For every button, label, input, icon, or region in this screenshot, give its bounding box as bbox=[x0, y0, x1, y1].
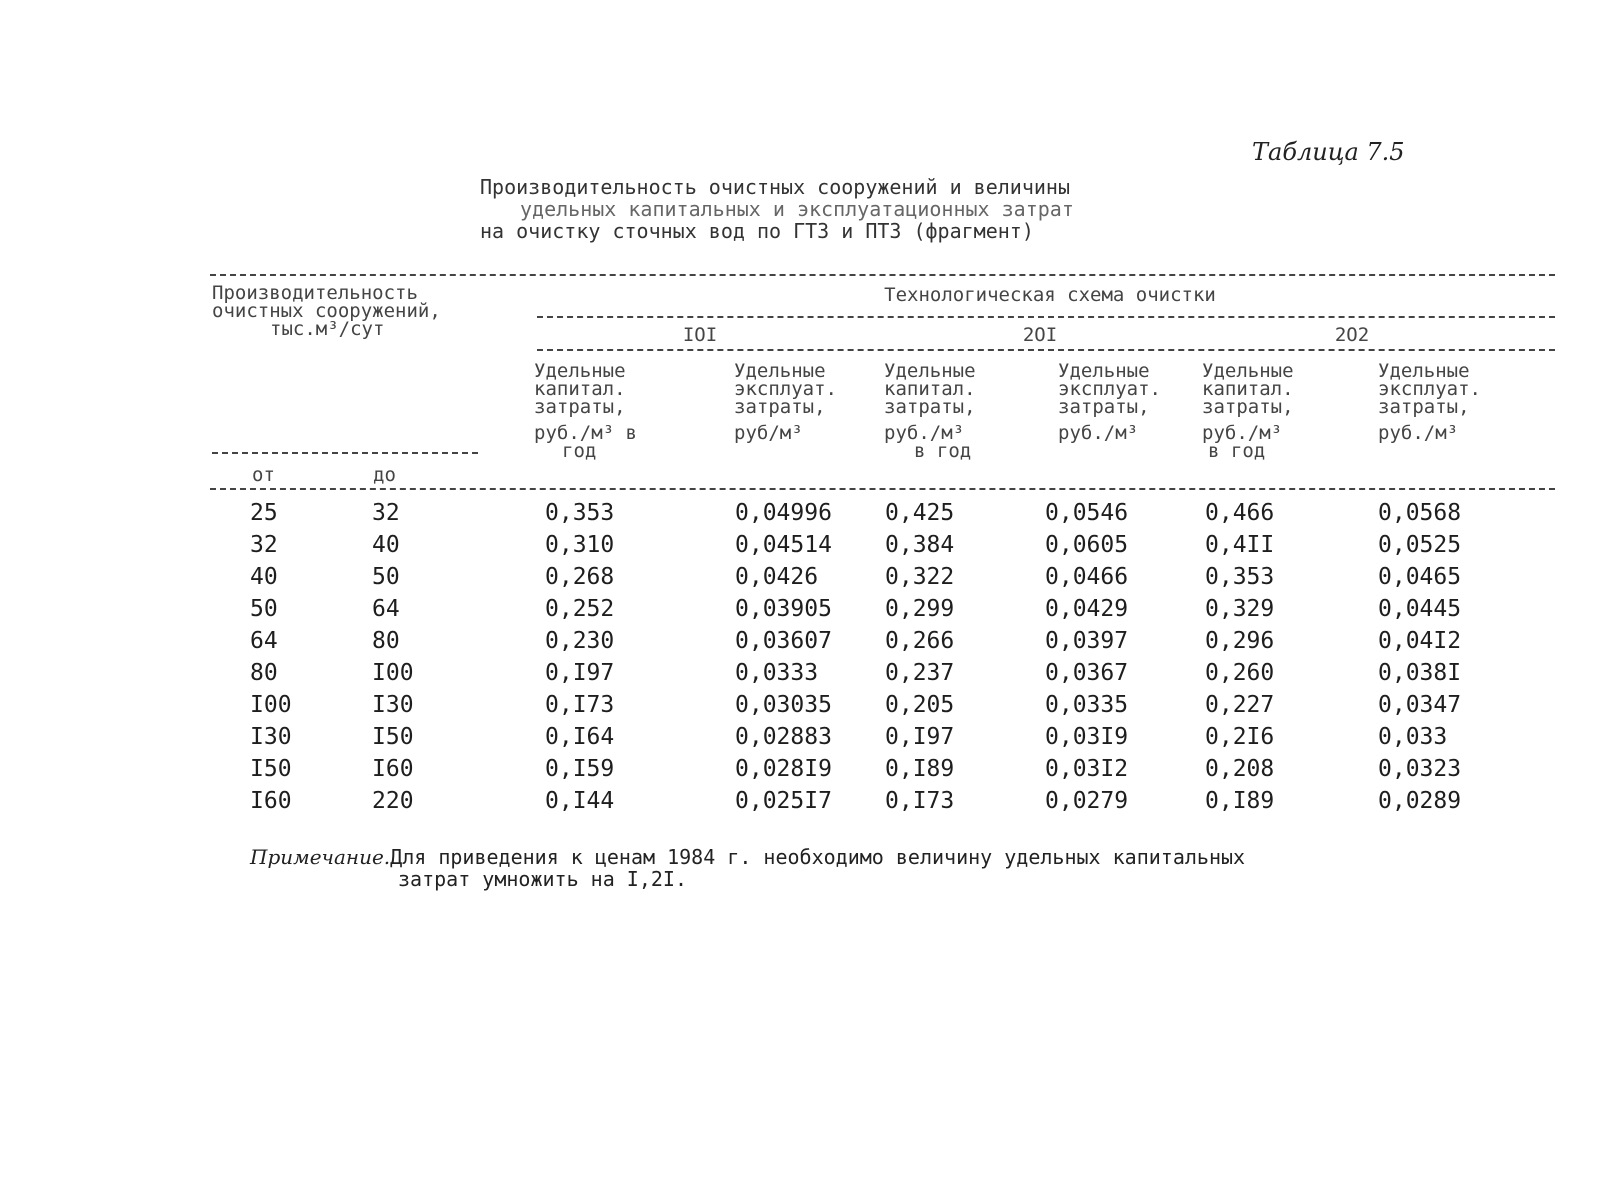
to-header: до bbox=[373, 464, 396, 486]
col-header-line: Удельные bbox=[1378, 360, 1470, 382]
cell-201-capital: 0,266 bbox=[885, 628, 955, 654]
cell-201-operating: 0,0397 bbox=[1045, 628, 1129, 654]
table-title bbox=[480, 176, 1180, 242]
cell-from: 80 bbox=[250, 660, 278, 686]
col-header-202-capital bbox=[1202, 362, 1294, 460]
footnote-prefix: Примечание. bbox=[250, 845, 391, 869]
title-line-1: Производительность очистных сооружений и величины bbox=[480, 175, 1071, 199]
cell-202-capital: 0,260 bbox=[1205, 660, 1275, 686]
col-header-101-operating bbox=[734, 362, 837, 442]
col-header-line: затраты, bbox=[1058, 396, 1150, 418]
scheme-201: 2OI bbox=[1022, 324, 1058, 346]
col-header-line: Удельные bbox=[1058, 360, 1150, 382]
cell-101-capital: 0,252 bbox=[545, 596, 615, 622]
cell-202-capital: 0,4II bbox=[1205, 532, 1275, 558]
cell-to: 80 bbox=[372, 628, 400, 654]
cell-201-capital: 0,I97 bbox=[885, 724, 955, 750]
cell-101-capital: 0,310 bbox=[545, 532, 615, 558]
cell-to: 50 bbox=[372, 564, 400, 590]
cell-to: I50 bbox=[372, 724, 414, 750]
cell-101-operating: 0,0426 bbox=[735, 564, 819, 590]
cell-from: 32 bbox=[250, 532, 278, 558]
cell-201-capital: 0,299 bbox=[885, 596, 955, 622]
cell-101-operating: 0,0333 bbox=[735, 660, 819, 686]
col-header-line: капитал. bbox=[1202, 378, 1294, 400]
cell-202-capital: 0,208 bbox=[1205, 756, 1275, 782]
col-header-line: руб./м³ bbox=[1202, 422, 1283, 444]
cell-from: I30 bbox=[250, 724, 292, 750]
cell-to: 220 bbox=[372, 788, 414, 814]
cell-101-operating: 0,03607 bbox=[735, 628, 832, 654]
cell-201-capital: 0,205 bbox=[885, 692, 955, 718]
col-header-line: руб/м³ bbox=[734, 422, 803, 444]
cell-101-capital: 0,I44 bbox=[545, 788, 615, 814]
rule-scheme bbox=[537, 316, 1555, 318]
table-label: Таблица 7.5 bbox=[1252, 138, 1405, 166]
footnote-line-2: затрат умножить на I,2I. bbox=[398, 867, 687, 891]
cell-to: I60 bbox=[372, 756, 414, 782]
col-header-line: эксплуат. bbox=[1378, 378, 1481, 400]
col-header-line: эксплуат. bbox=[1058, 378, 1161, 400]
cell-202-capital: 0,296 bbox=[1205, 628, 1275, 654]
footnote-line-1: Для приведения к ценам 1984 г. необходимо величину удельных капитальных bbox=[390, 845, 1246, 869]
col-header-line: в год bbox=[1208, 440, 1266, 462]
cell-to: 64 bbox=[372, 596, 400, 622]
col-header-line: затраты, bbox=[734, 396, 826, 418]
cell-to: 40 bbox=[372, 532, 400, 558]
title-line-3: на очистку сточных вод по ГТЗ и ПТЗ (фрагмент) bbox=[480, 219, 1034, 243]
cell-202-operating: 0,0465 bbox=[1378, 564, 1462, 590]
cell-202-operating: 0,0289 bbox=[1378, 788, 1462, 814]
col-header-line: затраты, bbox=[884, 396, 976, 418]
cell-from: I00 bbox=[250, 692, 292, 718]
cell-201-operating: 0,03I9 bbox=[1045, 724, 1129, 750]
cell-101-operating: 0,02883 bbox=[735, 724, 832, 750]
col-header-202-operating bbox=[1378, 362, 1481, 442]
col-header-201-operating bbox=[1058, 362, 1161, 442]
cell-101-capital: 0,I97 bbox=[545, 660, 615, 686]
cell-101-operating: 0,03905 bbox=[735, 596, 832, 622]
rule-top bbox=[210, 274, 1555, 276]
scheme-101: IOI bbox=[682, 324, 718, 346]
cell-101-operating: 0,04996 bbox=[735, 500, 832, 526]
cell-201-capital: 0,425 bbox=[885, 500, 955, 526]
cell-202-capital: 0,466 bbox=[1205, 500, 1275, 526]
capacity-header-line-1: Производительность bbox=[212, 282, 418, 304]
col-header-line: год bbox=[562, 440, 597, 462]
col-header-line: Удельные bbox=[734, 360, 826, 382]
cell-101-operating: 0,04514 bbox=[735, 532, 832, 558]
cell-201-capital: 0,322 bbox=[885, 564, 955, 590]
cell-202-operating: 0,0568 bbox=[1378, 500, 1462, 526]
cell-101-operating: 0,028I9 bbox=[735, 756, 832, 782]
cell-from: 25 bbox=[250, 500, 278, 526]
cell-202-operating: 0,04I2 bbox=[1378, 628, 1462, 654]
col-header-line: Удельные bbox=[534, 360, 626, 382]
cell-from: 64 bbox=[250, 628, 278, 654]
cell-202-capital: 0,353 bbox=[1205, 564, 1275, 590]
cell-101-operating: 0,03035 bbox=[735, 692, 832, 718]
cell-101-capital: 0,230 bbox=[545, 628, 615, 654]
col-header-line: в год bbox=[914, 440, 972, 462]
footnote bbox=[250, 846, 1400, 890]
cell-202-operating: 0,0525 bbox=[1378, 532, 1462, 558]
cell-201-capital: 0,I89 bbox=[885, 756, 955, 782]
title-line-2: удельных капитальных и эксплуатационных затрат bbox=[520, 197, 1074, 221]
col-header-line: эксплуат. bbox=[734, 378, 837, 400]
cell-201-operating: 0,0605 bbox=[1045, 532, 1129, 558]
col-header-line: капитал. bbox=[884, 378, 976, 400]
col-header-line: затраты, bbox=[534, 396, 626, 418]
col-header-line: руб./м³ bbox=[1058, 422, 1139, 444]
rule-subscheme bbox=[537, 349, 1555, 351]
rule-fromto bbox=[212, 452, 478, 454]
cell-101-capital: 0,I59 bbox=[545, 756, 615, 782]
cell-201-capital: 0,I73 bbox=[885, 788, 955, 814]
rule-header-bottom bbox=[210, 488, 1555, 490]
col-header-line: Удельные bbox=[1202, 360, 1294, 382]
cell-201-operating: 0,0429 bbox=[1045, 596, 1129, 622]
cell-201-operating: 0,0367 bbox=[1045, 660, 1129, 686]
cell-202-operating: 0,038I bbox=[1378, 660, 1462, 686]
cell-202-operating: 0,0323 bbox=[1378, 756, 1462, 782]
cell-101-capital: 0,268 bbox=[545, 564, 615, 590]
cell-201-operating: 0,0546 bbox=[1045, 500, 1129, 526]
cell-201-capital: 0,384 bbox=[885, 532, 955, 558]
cell-201-operating: 0,0279 bbox=[1045, 788, 1129, 814]
cell-202-capital: 0,2I6 bbox=[1205, 724, 1275, 750]
cell-202-operating: 0,0347 bbox=[1378, 692, 1462, 718]
cell-101-capital: 0,353 bbox=[545, 500, 615, 526]
cell-202-capital: 0,227 bbox=[1205, 692, 1275, 718]
capacity-header-line-2: очистных сооружений, bbox=[212, 300, 441, 322]
cell-from: 50 bbox=[250, 596, 278, 622]
cell-from: I60 bbox=[250, 788, 292, 814]
scheme-202: 2O2 bbox=[1334, 324, 1370, 346]
col-header-line: Удельные bbox=[884, 360, 976, 382]
cell-101-operating: 0,025I7 bbox=[735, 788, 832, 814]
cell-from: 40 bbox=[250, 564, 278, 590]
cell-201-operating: 0,03I2 bbox=[1045, 756, 1129, 782]
cell-202-capital: 0,329 bbox=[1205, 596, 1275, 622]
cell-to: 32 bbox=[372, 500, 400, 526]
col-header-line: руб./м³ в bbox=[534, 422, 637, 444]
cell-to: I00 bbox=[372, 660, 414, 686]
col-header-line: руб./м³ bbox=[1378, 422, 1459, 444]
col-header-line: капитал. bbox=[534, 378, 626, 400]
cell-to: I30 bbox=[372, 692, 414, 718]
col-header-line: руб./м³ bbox=[884, 422, 965, 444]
col-header-101-capital bbox=[534, 362, 637, 460]
col-header-201-capital bbox=[884, 362, 976, 460]
cell-from: I50 bbox=[250, 756, 292, 782]
capacity-header bbox=[212, 284, 441, 338]
cell-202-capital: 0,I89 bbox=[1205, 788, 1275, 814]
cell-101-capital: 0,I73 bbox=[545, 692, 615, 718]
scheme-header: Технологическая схема очистки bbox=[884, 284, 1216, 306]
cell-201-operating: 0,0466 bbox=[1045, 564, 1129, 590]
capacity-header-line-3: тыс.м³/сут bbox=[270, 318, 385, 340]
cell-202-operating: 0,0445 bbox=[1378, 596, 1462, 622]
cell-201-capital: 0,237 bbox=[885, 660, 955, 686]
cell-202-operating: 0,033 bbox=[1378, 724, 1448, 750]
cell-101-capital: 0,I64 bbox=[545, 724, 615, 750]
cell-201-operating: 0,0335 bbox=[1045, 692, 1129, 718]
col-header-line: затраты, bbox=[1202, 396, 1294, 418]
from-header: от bbox=[252, 464, 275, 486]
col-header-line: затраты, bbox=[1378, 396, 1470, 418]
